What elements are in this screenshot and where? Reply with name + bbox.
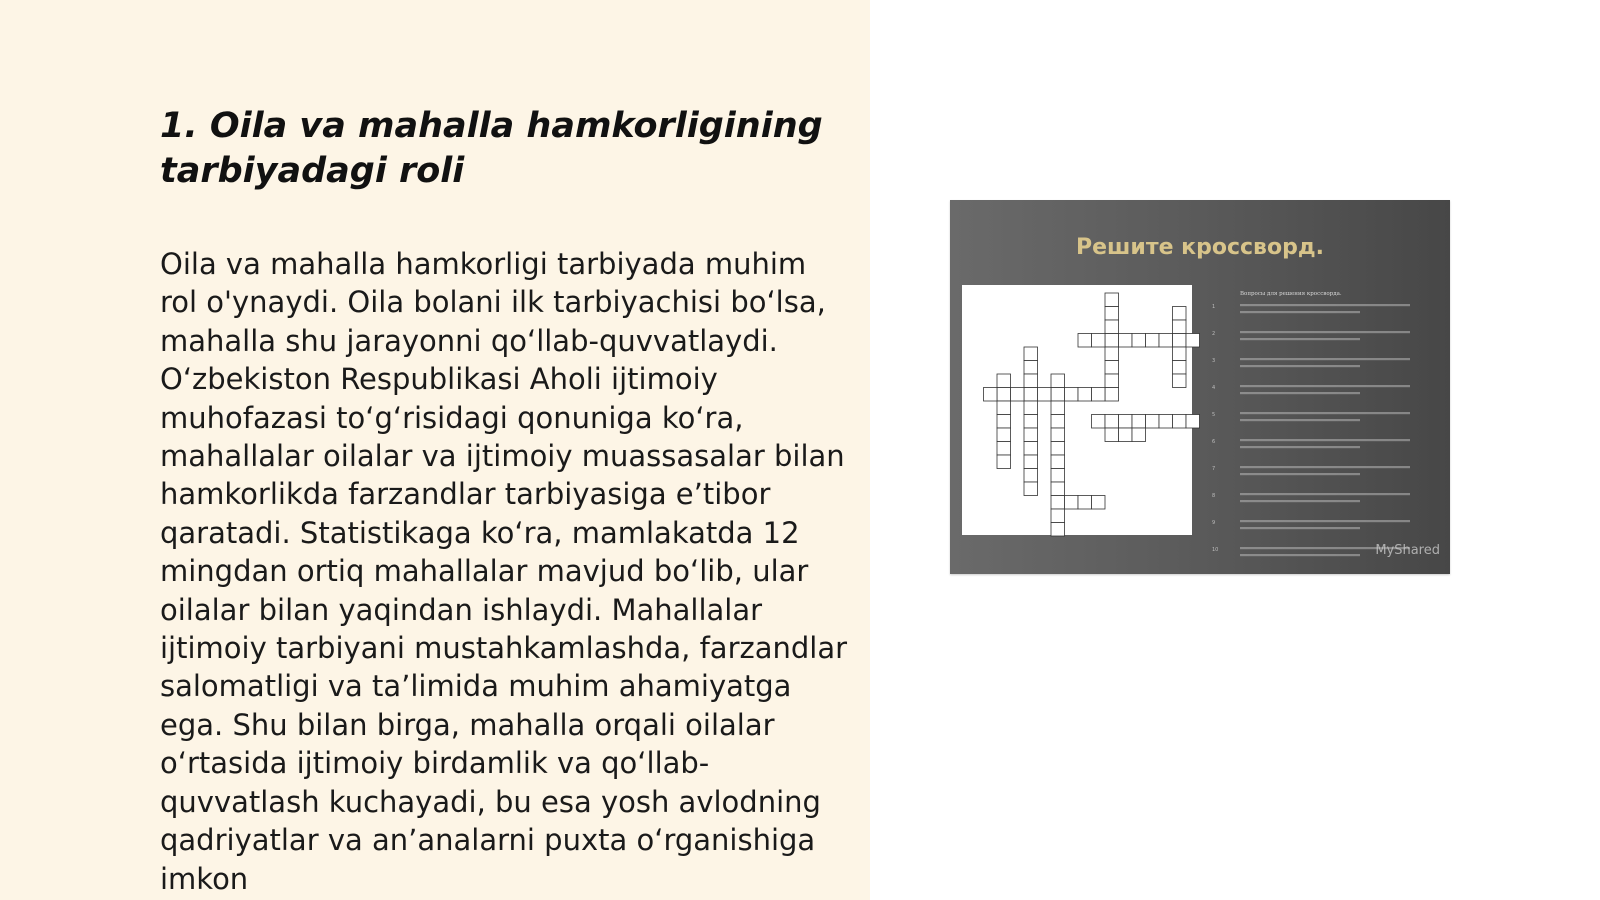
crossword-cell	[1051, 388, 1065, 402]
crossword-cell	[1105, 361, 1119, 375]
crossword-cell	[1024, 388, 1038, 402]
clue-list	[1212, 304, 1410, 556]
crossword-cell	[1024, 442, 1038, 456]
clue-text-line	[1240, 446, 1360, 448]
slide-body-text: Oila va mahalla hamkorligi tarbiyada muhim rol o'ynaydi. Oila bolani ilk tarbiyachisi bo‘lsa, mahalla shu jarayonni qo‘llab-quvvatlaydi. O‘zbekiston Respublikasi Aholi ijtimoiy muhofazasi to‘g‘risidagi qonuniga ko‘ra, mahallalar oilalar va ijtimoiy muassasalar bilan hamkorlikda farzandlar tarbiyasiga e’tibor qaratadi. Statistikaga ko‘ra, mamlakatda 12 mingdan ortiq mahallalar mavjud bo‘lib, ular oilalar bilan yaqindan ishlaydi. Mahallalar ijtimoiy tarbiyani mustahkamlashda, farzandlar salomatligi va ta’limida muhim ahamiyatga ega. Shu bilan birga, mahalla orqali oilalar o‘rtasida ijtimoiy birdamlik va qo‘llab-quvvatlash kuchayadi, bu esa yosh avlodning qadriyatlar va an’analarni puxta o‘rganishiga imkon	[160, 247, 848, 896]
crossword-slide-picture	[950, 200, 1450, 574]
crossword-cell	[1105, 293, 1119, 307]
crossword-cell	[1173, 320, 1187, 334]
crossword-cell	[997, 455, 1011, 469]
crossword-cell	[1078, 388, 1092, 402]
crossword-cell	[1024, 428, 1038, 442]
clue-text-line	[1240, 554, 1360, 556]
crossword-cell	[997, 442, 1011, 456]
clue-text-line	[1240, 466, 1410, 468]
crossword-cell	[997, 415, 1011, 429]
crossword-cell	[1024, 415, 1038, 429]
crossword-cell	[1051, 428, 1065, 442]
crossword-cell	[1051, 482, 1065, 496]
crossword-cell	[997, 428, 1011, 442]
crossword-cell	[1051, 401, 1065, 415]
crossword-cell	[997, 401, 1011, 415]
crossword-cell	[1051, 374, 1065, 388]
crossword-cell	[1173, 361, 1187, 375]
crossword-cell	[1173, 415, 1187, 429]
clue-text-line	[1240, 419, 1360, 421]
crossword-cell	[1105, 334, 1119, 348]
crossword-cell	[1146, 415, 1160, 429]
clue-number: 9	[1212, 520, 1216, 526]
clue-text-line	[1240, 412, 1410, 414]
crossword-title: Решите кроссворд.	[1076, 235, 1324, 260]
slide-title: 1. Oila va mahalla hamkorligining tarbiyadagi roli	[160, 106, 823, 191]
crossword-cell	[1132, 428, 1146, 442]
crossword-cell	[1159, 415, 1173, 429]
clue-text-line	[1240, 385, 1410, 387]
crossword-cell	[1051, 469, 1065, 483]
crossword-cell	[1173, 347, 1187, 361]
crossword-cell	[1092, 334, 1106, 348]
crossword-cell	[1119, 334, 1133, 348]
crossword-cell	[1105, 415, 1119, 429]
crossword-cell	[1024, 374, 1038, 388]
crossword-cell	[1024, 401, 1038, 415]
crossword-cell	[1065, 496, 1079, 510]
crossword-cell	[1051, 509, 1065, 523]
crossword-cell	[1092, 496, 1106, 510]
crossword-cell	[1105, 374, 1119, 388]
clue-number: 6	[1212, 439, 1216, 445]
crossword-cell	[1024, 469, 1038, 483]
crossword-cell	[1024, 482, 1038, 496]
clue-number: 4	[1212, 385, 1216, 391]
clue-number: 5	[1212, 412, 1216, 418]
crossword-cell	[1146, 334, 1160, 348]
clue-number: 7	[1212, 466, 1216, 472]
clue-heading: Вопросы для решения кроссворда.	[1240, 291, 1342, 297]
clue-text-line	[1240, 331, 1410, 333]
crossword-cell	[1105, 320, 1119, 334]
crossword-cell	[1092, 415, 1106, 429]
clue-text-line	[1240, 365, 1360, 367]
clue-number: 2	[1212, 331, 1216, 337]
crossword-cell	[1024, 361, 1038, 375]
crossword-cell	[1051, 415, 1065, 429]
crossword-cell	[1011, 388, 1025, 402]
crossword-cell	[1186, 334, 1200, 348]
crossword-cell	[1173, 374, 1187, 388]
clue-number: 1	[1212, 304, 1216, 310]
crossword-cell	[1119, 428, 1133, 442]
crossword-cell	[1105, 307, 1119, 321]
crossword-cell	[1159, 334, 1173, 348]
clue-number: 3	[1212, 358, 1216, 364]
crossword-cell	[1173, 307, 1187, 321]
crossword-cell	[1186, 415, 1200, 429]
clue-text-line	[1240, 338, 1360, 340]
crossword-cell	[1105, 388, 1119, 402]
crossword-cell	[997, 374, 1011, 388]
crossword-cell	[1024, 455, 1038, 469]
crossword-cell	[1105, 347, 1119, 361]
crossword-cell	[1038, 388, 1052, 402]
crossword-cell	[1051, 496, 1065, 510]
clue-text-line	[1240, 493, 1410, 495]
crossword-cell	[1173, 334, 1187, 348]
crossword-cell	[1119, 415, 1133, 429]
clue-number: 8	[1212, 493, 1216, 499]
crossword-cell	[1078, 496, 1092, 510]
clue-text-line	[1240, 392, 1360, 394]
crossword-cell	[1051, 442, 1065, 456]
clue-text-line	[1240, 527, 1360, 529]
crossword-cell	[1051, 455, 1065, 469]
clue-text-line	[1240, 311, 1360, 313]
clue-text-line	[1240, 473, 1360, 475]
clue-text-line	[1240, 500, 1360, 502]
crossword-cell	[1132, 334, 1146, 348]
clue-text-line	[1240, 304, 1410, 306]
crossword-cell	[1132, 415, 1146, 429]
clue-number: 10	[1212, 547, 1219, 553]
crossword-cell	[1078, 334, 1092, 348]
myshared-watermark: MyShared	[1375, 543, 1440, 558]
crossword-cell	[984, 388, 998, 402]
crossword-cell	[997, 388, 1011, 402]
crossword-cell	[1024, 347, 1038, 361]
crossword-cell	[1092, 388, 1106, 402]
clue-text-line	[1240, 439, 1410, 441]
crossword-cell	[1065, 388, 1079, 402]
clue-text-line	[1240, 520, 1410, 522]
crossword-cell	[1105, 428, 1119, 442]
crossword-image	[950, 200, 1450, 574]
clue-text-line	[1240, 358, 1410, 360]
crossword-cell	[1051, 523, 1065, 537]
